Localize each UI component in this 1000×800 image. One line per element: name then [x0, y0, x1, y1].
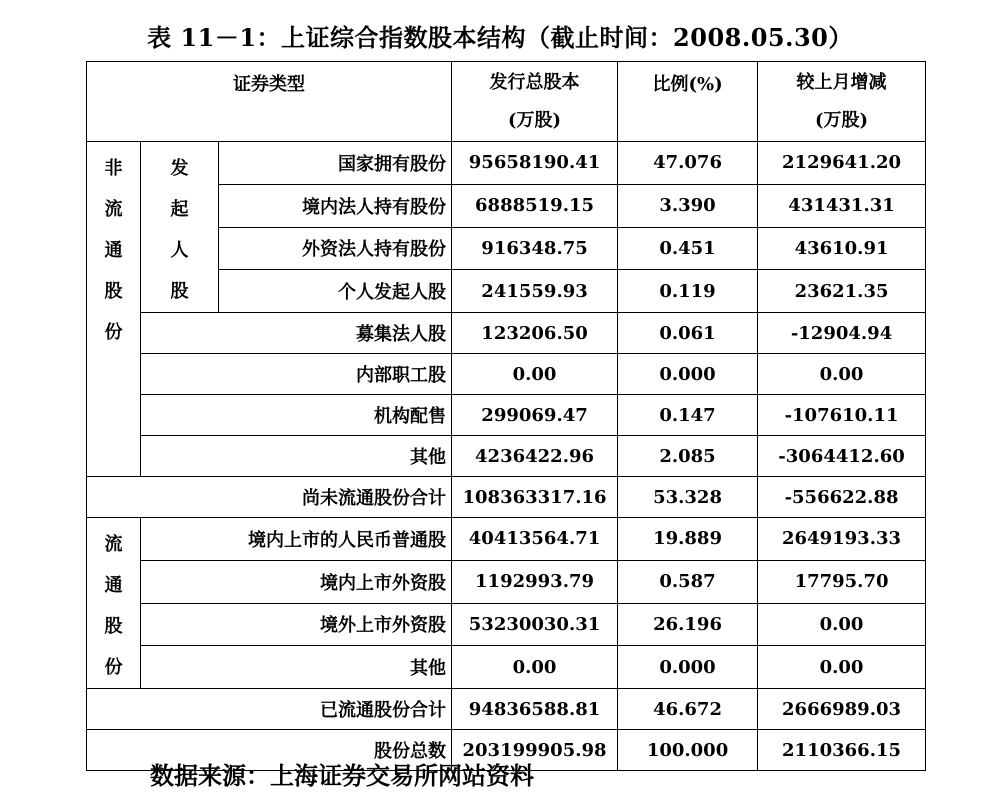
cell-total: 53230030.31: [452, 603, 618, 646]
cell-change: 2129641.20: [758, 142, 926, 185]
header-total: [452, 62, 618, 142]
cell-ratio: 0.000: [618, 354, 758, 395]
header-ratio: 比例(%): [618, 62, 758, 142]
cell-ratio: 3.390: [618, 184, 758, 227]
cell-change: 2666989.03: [758, 689, 926, 730]
share-structure-table: [86, 61, 926, 771]
group-promoter: 发 起 人 股: [141, 142, 219, 313]
table-title: 表 11－1：上证综合指数股本结构（截止时间：2008.05.30）: [147, 23, 853, 52]
cell-ratio: 0.119: [618, 270, 758, 313]
cell-ratio: 0.147: [618, 395, 758, 436]
data-source-note: 数据来源：上海证券交易所网站资料: [150, 761, 534, 790]
cell-total: 95658190.41: [452, 142, 618, 185]
header-change-line2: (万股): [815, 109, 869, 131]
cell-ratio: 19.889: [618, 518, 758, 561]
cell-total: 108363317.16: [452, 477, 618, 518]
row-label: 国家拥有股份: [219, 142, 452, 185]
cell-change: 43610.91: [758, 227, 926, 270]
cell-total: 4236422.96: [452, 436, 618, 477]
cell-change: -107610.11: [758, 395, 926, 436]
table-row: [87, 354, 926, 395]
row-label: 股份总数: [87, 730, 452, 771]
header-row: [87, 62, 926, 142]
subtotal-row: [87, 689, 926, 730]
table-row: [87, 313, 926, 354]
cell-change: 0.00: [758, 354, 926, 395]
subtotal-row: [87, 477, 926, 518]
cell-total: 299069.47: [452, 395, 618, 436]
cell-total: 0.00: [452, 646, 618, 689]
cell-total: 916348.75: [452, 227, 618, 270]
group-tradable: 流 通 股 份: [87, 518, 141, 689]
cell-ratio: 0.000: [618, 646, 758, 689]
row-label: 已流通股份合计: [87, 689, 452, 730]
row-label: 外资法人持有股份: [219, 227, 452, 270]
cell-change: 23621.35: [758, 270, 926, 313]
table-row: [87, 395, 926, 436]
cell-change: -3064412.60: [758, 436, 926, 477]
header-change-line1: 较上月增减: [796, 71, 887, 93]
cell-change: 0.00: [758, 646, 926, 689]
cell-change: 2649193.33: [758, 518, 926, 561]
group-non-tradable: 非 流 通 股 份: [87, 142, 141, 477]
table-row: [87, 436, 926, 477]
row-label: 募集法人股: [141, 313, 452, 354]
cell-total: 6888519.15: [452, 184, 618, 227]
row-label: 其他: [141, 436, 452, 477]
header-total-line2: (万股): [508, 109, 562, 131]
row-label: 境内上市的人民币普通股: [141, 518, 452, 561]
cell-total: 40413564.71: [452, 518, 618, 561]
row-label: 其他: [141, 646, 452, 689]
row-label: 机构配售: [141, 395, 452, 436]
cell-ratio: 47.076: [618, 142, 758, 185]
row-label: 境内法人持有股份: [219, 184, 452, 227]
cell-change: 431431.31: [758, 184, 926, 227]
cell-change: -556622.88: [758, 477, 926, 518]
cell-total: 0.00: [452, 354, 618, 395]
row-label: 尚未流通股份合计: [87, 477, 452, 518]
table-row: [87, 518, 926, 561]
header-total-line1: 发行总股本: [489, 71, 580, 93]
cell-ratio: 53.328: [618, 477, 758, 518]
row-label: 内部职工股: [141, 354, 452, 395]
table-row: [87, 603, 926, 646]
cell-change: 2110366.15: [758, 730, 926, 771]
table-row: [87, 142, 926, 185]
cell-change: 0.00: [758, 603, 926, 646]
cell-total: 203199905.98: [452, 730, 618, 771]
cell-ratio: 0.061: [618, 313, 758, 354]
header-type: 证券类型: [87, 62, 452, 142]
cell-ratio: 2.085: [618, 436, 758, 477]
cell-total: 241559.93: [452, 270, 618, 313]
row-label: 个人发起人股: [219, 270, 452, 313]
cell-total: 94836588.81: [452, 689, 618, 730]
cell-change: 17795.70: [758, 560, 926, 603]
cell-change: -12904.94: [758, 313, 926, 354]
cell-ratio: 0.451: [618, 227, 758, 270]
header-change: [758, 62, 926, 142]
cell-total: 123206.50: [452, 313, 618, 354]
cell-total: 1192993.79: [452, 560, 618, 603]
cell-ratio: 100.000: [618, 730, 758, 771]
cell-ratio: 46.672: [618, 689, 758, 730]
table-row: [87, 560, 926, 603]
cell-ratio: 26.196: [618, 603, 758, 646]
row-label: 境外上市外资股: [141, 603, 452, 646]
table-row: [87, 646, 926, 689]
cell-ratio: 0.587: [618, 560, 758, 603]
row-label: 境内上市外资股: [141, 560, 452, 603]
